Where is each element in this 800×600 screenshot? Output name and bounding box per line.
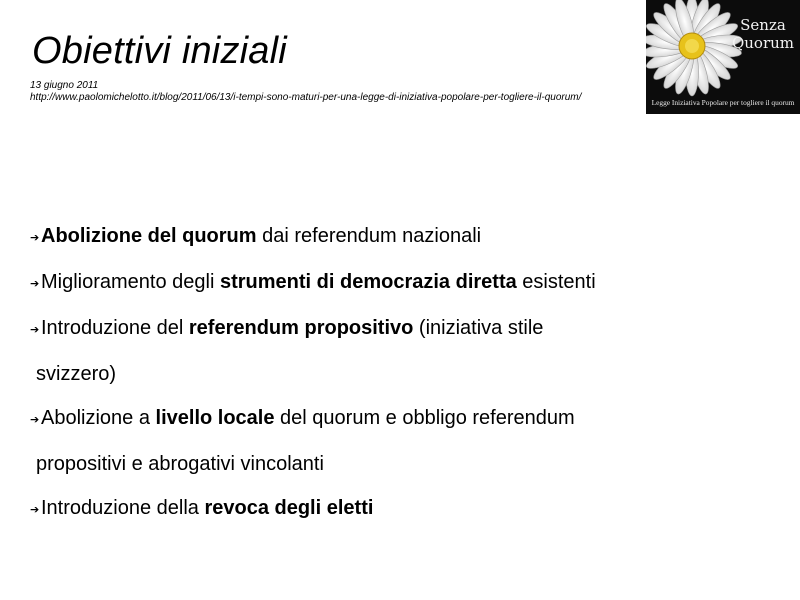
- objective-item: [30, 306, 770, 396]
- objective-text-bold: referendum propositivo: [188, 317, 414, 339]
- source-url: http://www.paolomichelotto.it/blog/2011/06/13/i-tempi-sono-maturi-per-una-legge-di-iniziativa-popolare-per-togliere-il-quorum/: [30, 92, 582, 103]
- slide-title: Obiettivi iniziali: [32, 30, 287, 72]
- objective-item: [30, 214, 770, 260]
- objective-text: Abolizione a: [41, 407, 156, 429]
- objective-item: [30, 486, 770, 532]
- objective-text: Miglioramento degli: [41, 271, 220, 293]
- arrow-right-icon: ➔: [30, 232, 40, 244]
- objective-text: Introduzione del: [41, 317, 189, 339]
- objective-text: dai referendum nazionali: [256, 225, 482, 247]
- objective-text: (iniziativa stile: [413, 317, 544, 339]
- objective-item: [30, 396, 770, 486]
- logo-caption: Legge Iniziativa Popolare per togliere il quorum: [651, 98, 795, 107]
- logo-title-line2: Quorum: [731, 34, 795, 52]
- arrow-right-icon: ➔: [30, 324, 40, 336]
- objective-text-continuation: svizzero): [36, 363, 117, 385]
- objective-item: [30, 260, 770, 306]
- objective-text-bold: strumenti di democrazia diretta: [219, 271, 517, 293]
- arrow-right-icon: ➔: [30, 414, 40, 426]
- daisy-center-highlight: [685, 39, 699, 53]
- objective-text-bold: livello locale: [155, 407, 275, 429]
- source-reference: [30, 80, 610, 104]
- objective-text-bold: Abolizione del quorum: [41, 225, 257, 247]
- objective-text: esistenti: [516, 271, 596, 293]
- logo-title: [726, 16, 800, 52]
- objective-text-bold: revoca degli eletti: [204, 497, 374, 519]
- logo-title-line1: Senza: [740, 16, 786, 34]
- arrow-right-icon: ➔: [30, 278, 40, 290]
- objective-text: del quorum e obbligo referendum: [274, 407, 575, 429]
- objective-text-continuation: propositivi e abrogativi vincolanti: [36, 453, 324, 475]
- objective-text: Introduzione della: [41, 497, 205, 519]
- objectives-list: [30, 214, 770, 532]
- source-date: 13 giugno 2011: [30, 80, 99, 91]
- senza-quorum-logo: [646, 0, 800, 114]
- arrow-right-icon: ➔: [30, 504, 40, 516]
